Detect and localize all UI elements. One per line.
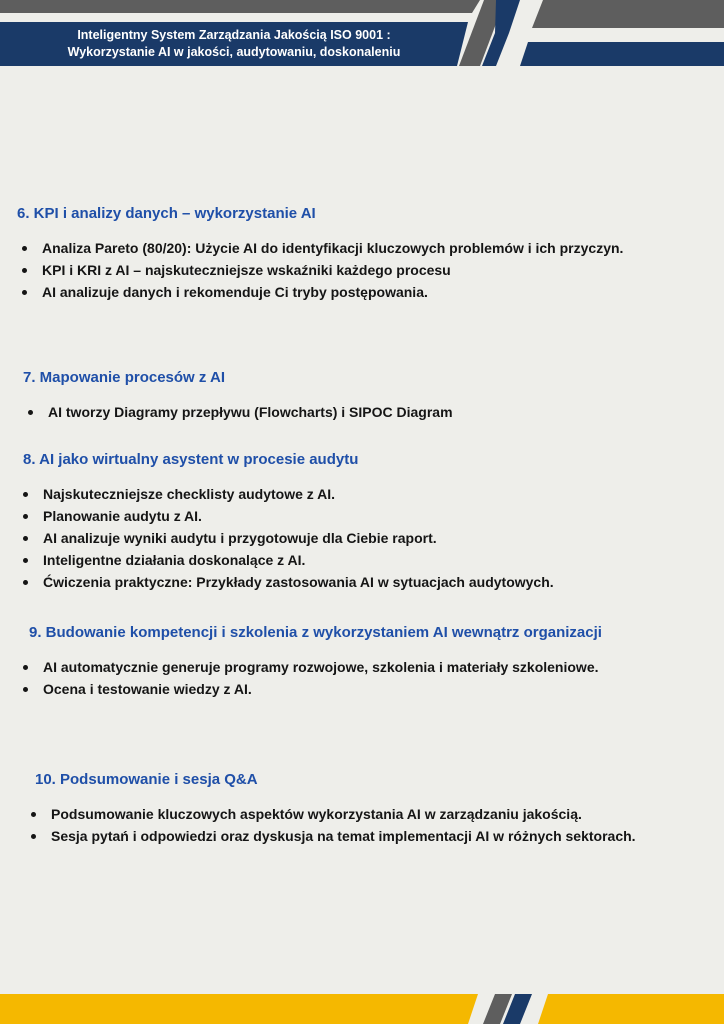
list-item: Ćwiczenia praktyczne: Przykłady zastosowania AI w sytuacjach audytowych.	[18, 571, 697, 593]
document-title-line-2: Wykorzystanie AI w jakości, audytowaniu, doskonaleniu	[67, 45, 401, 59]
list-item: Ocena i testowanie wiedzy z AI.	[18, 678, 678, 700]
bullet-list	[26, 803, 700, 847]
section-heading: 7. Mapowanie procesów z AI	[23, 369, 225, 386]
section-kpi-analytics	[17, 203, 697, 303]
header-navy-bar-right	[520, 42, 724, 66]
document-title	[0, 24, 468, 64]
list-item: Sesja pytań i odpowiedzi oraz dyskusja na temat implementacji AI w różnych sektorach.	[26, 825, 700, 847]
section-process-mapping	[23, 367, 697, 423]
bullet-list	[18, 656, 678, 700]
list-item: AI automatycznie generuje programy rozwojowe, szkolenia i materiały szkoleniowe.	[18, 656, 678, 678]
footer-yellow-bar-left	[0, 994, 478, 1024]
section-audit-assistant	[23, 449, 697, 593]
section-heading: 8. AI jako wirtualny asystent w procesie audytu	[23, 451, 359, 468]
bullet-list	[23, 401, 697, 423]
footer-yellow-bar-right	[538, 994, 724, 1024]
header-gray-bar-right	[532, 0, 724, 28]
list-item: Analiza Pareto (80/20): Użycie AI do identyfikacji kluczowych problemów i ich przyczyn.	[17, 237, 697, 259]
list-item: AI analizuje danych i rekomenduje Ci tryby postępowania.	[17, 281, 697, 303]
list-item: AI analizuje wyniki audytu i przygotowuje dla Ciebie raport.	[18, 527, 697, 549]
list-item: Inteligentne działania doskonalące z AI.	[18, 549, 697, 571]
list-item: Planowanie audytu z AI.	[18, 505, 697, 527]
list-item: Podsumowanie kluczowych aspektów wykorzystania AI w zarządzaniu jakością.	[26, 803, 700, 825]
footer-banner	[0, 994, 724, 1024]
list-item: Najskuteczniejsze checklisty audytowe z AI.	[18, 483, 697, 505]
section-heading: 6. KPI i analizy danych – wykorzystanie AI	[17, 205, 316, 222]
section-heading: 10. Podsumowanie i sesja Q&A	[35, 771, 258, 788]
section-summary-qa	[35, 769, 700, 847]
document-title-line-1: Inteligentny System Zarządzania Jakością ISO 9001 :	[77, 28, 391, 42]
bullet-list	[18, 483, 697, 593]
header-gray-bar-left	[0, 0, 480, 13]
bullet-list	[17, 237, 697, 303]
list-item: AI tworzy Diagramy przepływu (Flowcharts) i SIPOC Diagram	[23, 401, 697, 423]
list-item: KPI i KRI z AI – najskuteczniejsze wskaźniki każdego procesu	[17, 259, 697, 281]
section-competence-training	[29, 622, 679, 700]
section-heading: 9. Budowanie kompetencji i szkolenia z wykorzystaniem AI wewnątrz organizacji	[29, 624, 602, 641]
